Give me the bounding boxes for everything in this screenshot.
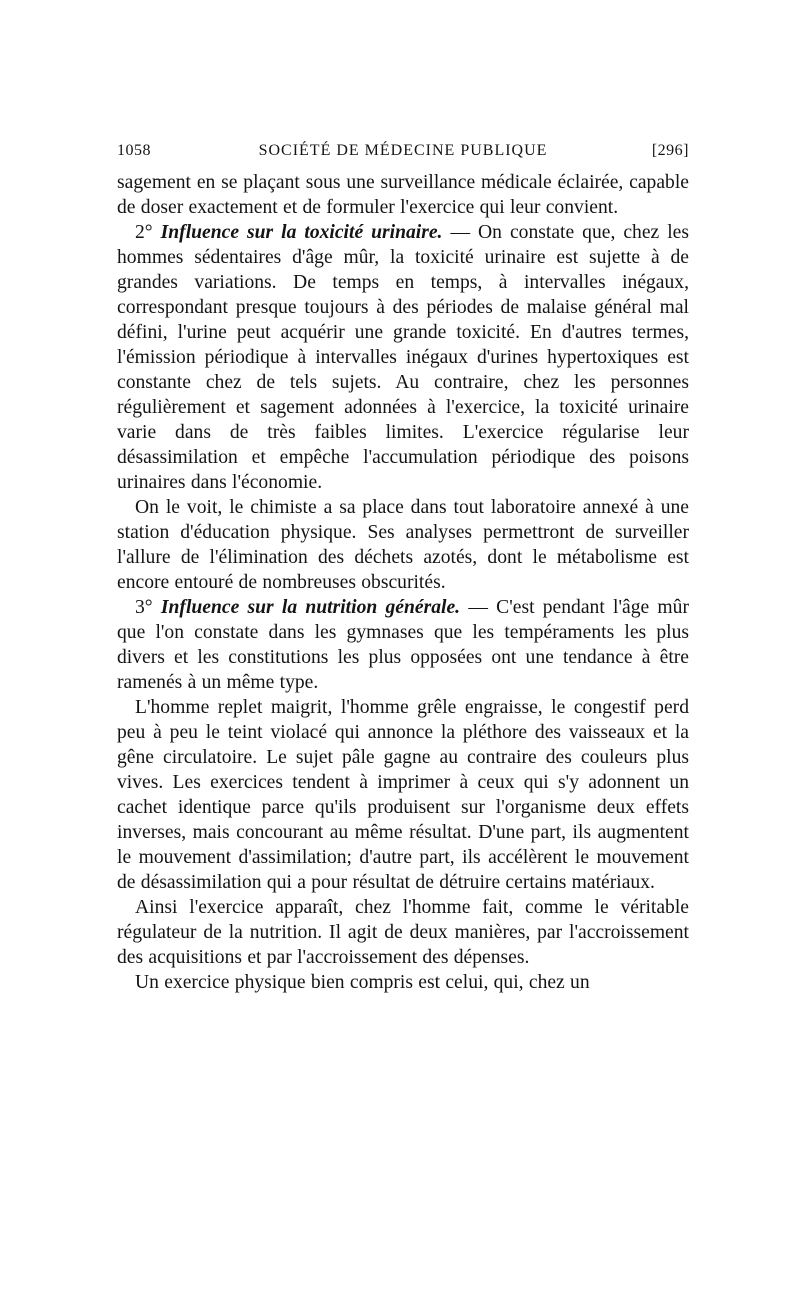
bracket-page-reference: [296] [651, 142, 689, 159]
running-title: SOCIÉTÉ DE MÉDECINE PUBLIQUE [258, 142, 548, 159]
section-heading: Influence sur la toxicité urinaire. [160, 222, 443, 243]
paragraph-chemist [117, 495, 689, 595]
paragraph-text: Un exercice physique bien compris est celui, qui, chez un [135, 972, 590, 993]
book-page [117, 140, 689, 995]
paragraph-text: On le voit, le chimiste a sa place dans tout laboratoire annexé à une station d'éducation physique. Ses analyses permettront de surveiller l'allure de l'élimination des déchets azotés, dont le métabolisme est encore entouré de nombreuses obscurités. [117, 497, 689, 593]
paragraph-text: Ainsi l'exercice apparaît, chez l'homme fait, comme le véritable régulateur de la nutrition. Il agit de deux manières, par l'accroissement des acquisitions et par l'accroissement des dépenses. [117, 897, 689, 968]
page-number: 1058 [117, 142, 151, 159]
body-text [117, 170, 689, 995]
paragraph-urinary-toxicity [117, 220, 689, 495]
paragraph-body-types [117, 695, 689, 895]
paragraph-continuation [117, 170, 689, 220]
paragraph-text: — On constate que, chez les hommes sédentaires d'âge mûr, la toxicité urinaire est sujette à de grandes variations. De temps en temps, à intervalles inégaux, correspondant presque toujours à des périodes de malaise général mal défini, l'urine peut acquérir une grande toxicité. En d'autres termes, l'émission périodique à intervalles inégaux d'urines hypertoxiques est constante chez de tels sujets. Au contraire, chez les personnes régulièrement et sagement adonnées à l'exercice, la toxicité urinaire varie dans de très faibles limites. L'exercice régularise leur désassimilation et empêche l'accumulation périodique des poisons urinaires dans l'économie. [117, 222, 689, 493]
paragraph-regulator [117, 895, 689, 970]
paragraph-physical-exercise [117, 970, 689, 995]
running-header [117, 140, 689, 170]
section-heading: Influence sur la nutrition générale. [160, 597, 461, 618]
paragraph-general-nutrition [117, 595, 689, 695]
section-number: 3° [135, 597, 153, 618]
section-number: 2° [135, 222, 153, 243]
paragraph-text: — C'est pendant l'âge mûr que l'on constate dans les gymnases que les tempéraments les plus divers et les constitutions les plus opposées ont une tendance à être ramenés à un même type. [117, 597, 689, 693]
paragraph-text: L'homme replet maigrit, l'homme grêle engraisse, le congestif perd peu à peu le teint violacé qui annonce la pléthore des vaisseaux et la gêne circulatoire. Le sujet pâle gagne au contraire des couleurs plus vives. Les exercices tendent à imprimer à ceux qui s'y adonnent un cachet identique parce qu'ils produisent sur l'organisme deux effets inverses, mais concourant au même résultat. D'une part, ils augmentent le mouvement d'assimilation; d'autre part, ils accélèrent le mouvement de désassimilation qui a pour résultat de détruire certains matériaux. [117, 697, 689, 893]
paragraph-text: sagement en se plaçant sous une surveillance médicale éclairée, capable de doser exactement et de formuler l'exercice qui leur convient. [117, 172, 689, 218]
